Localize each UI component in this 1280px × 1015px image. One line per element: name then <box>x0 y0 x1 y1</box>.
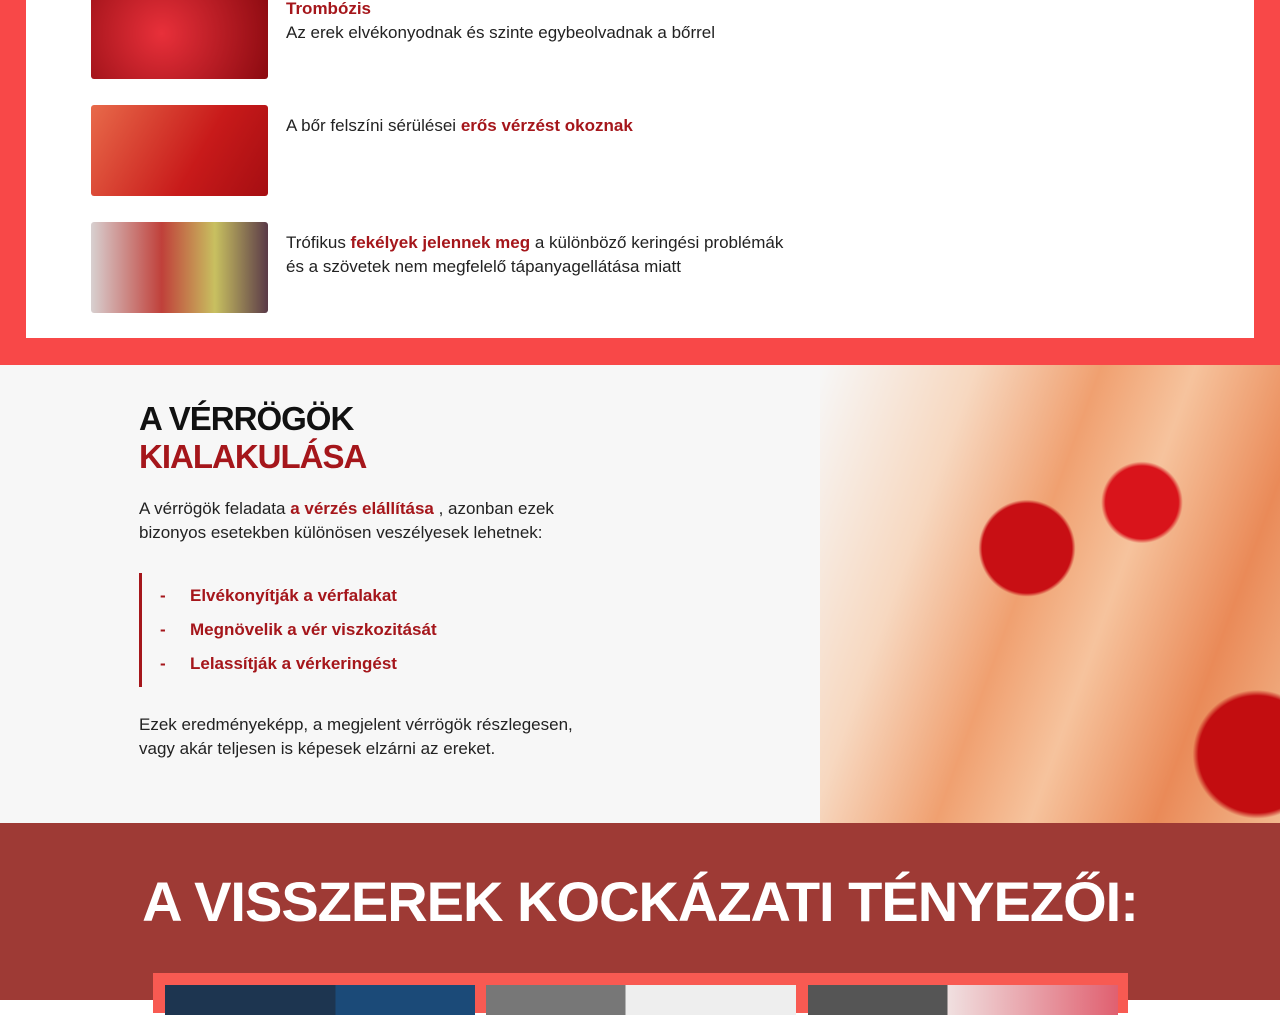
bullet: - <box>160 586 166 605</box>
blood-vessel-illustration <box>820 365 1280 823</box>
clots-intro <box>139 497 554 545</box>
intro-text: A vérrögök feladata <box>139 499 291 518</box>
intro-text: bizonyos esetekben különösen veszélyesek lehetnek: <box>139 523 543 542</box>
ulcer-image <box>91 222 268 313</box>
title-line: KIALAKULÁSA <box>139 438 367 475</box>
intro-text: , azonban ezek <box>433 499 554 518</box>
list-item <box>160 613 437 647</box>
intro-highlight: a vérzés elállítása <box>290 499 434 518</box>
symptom-2 <box>286 114 633 138</box>
bullet: - <box>160 654 166 673</box>
list-item-text: Lelassítják a vérkeringést <box>190 654 397 673</box>
list-item <box>160 647 437 681</box>
symptom-text: Trófikus <box>286 233 351 252</box>
symptom-text: és a szövetek nem megfelelő tápanyagellátása miatt <box>286 257 682 276</box>
symptom-text: a különböző keringési problémák <box>530 233 784 252</box>
clots-title <box>139 400 366 476</box>
symptom-text: A bőr felszíni sérülései <box>286 116 461 135</box>
symptom-highlight: erős vérzést okoznak <box>460 116 633 135</box>
risk-factors-title: A VISSZEREK KOCKÁZATI TÉNYEZŐI: <box>142 870 1138 933</box>
bullet: - <box>160 620 166 639</box>
list-item <box>160 579 437 613</box>
risk-factors-section <box>0 823 1280 1000</box>
symptom-1 <box>286 0 715 45</box>
bleeding-image <box>91 105 268 196</box>
list-item-text: Elvékonyítják a vérfalakat <box>190 586 397 605</box>
risk-card-image <box>486 985 796 1015</box>
clots-outro <box>139 713 573 761</box>
symptom-highlight: fekélyek jelennek meg <box>350 233 531 252</box>
outro-text: Ezek eredményeképp, a megjelent vérrögök részlegesen, <box>139 715 573 734</box>
thrombosis-image <box>91 0 268 79</box>
risk-card-image <box>808 985 1118 1015</box>
title-line: A VÉRRÖGÖK <box>139 400 354 437</box>
symptom-title: Trombózis <box>286 0 372 18</box>
outro-text: vagy akár teljesen is képesek elzárni az ereket. <box>139 739 496 758</box>
list-item-text: Megnövelik a vér viszkozitását <box>190 620 437 639</box>
symptom-3 <box>286 231 783 279</box>
clots-effects-list <box>139 573 437 687</box>
symptom-text: Az erek elvékonyodnak és szinte egybeolvadnak a bőrrel <box>286 23 716 42</box>
risk-cards <box>153 973 1128 1013</box>
risk-card-image <box>165 985 475 1015</box>
